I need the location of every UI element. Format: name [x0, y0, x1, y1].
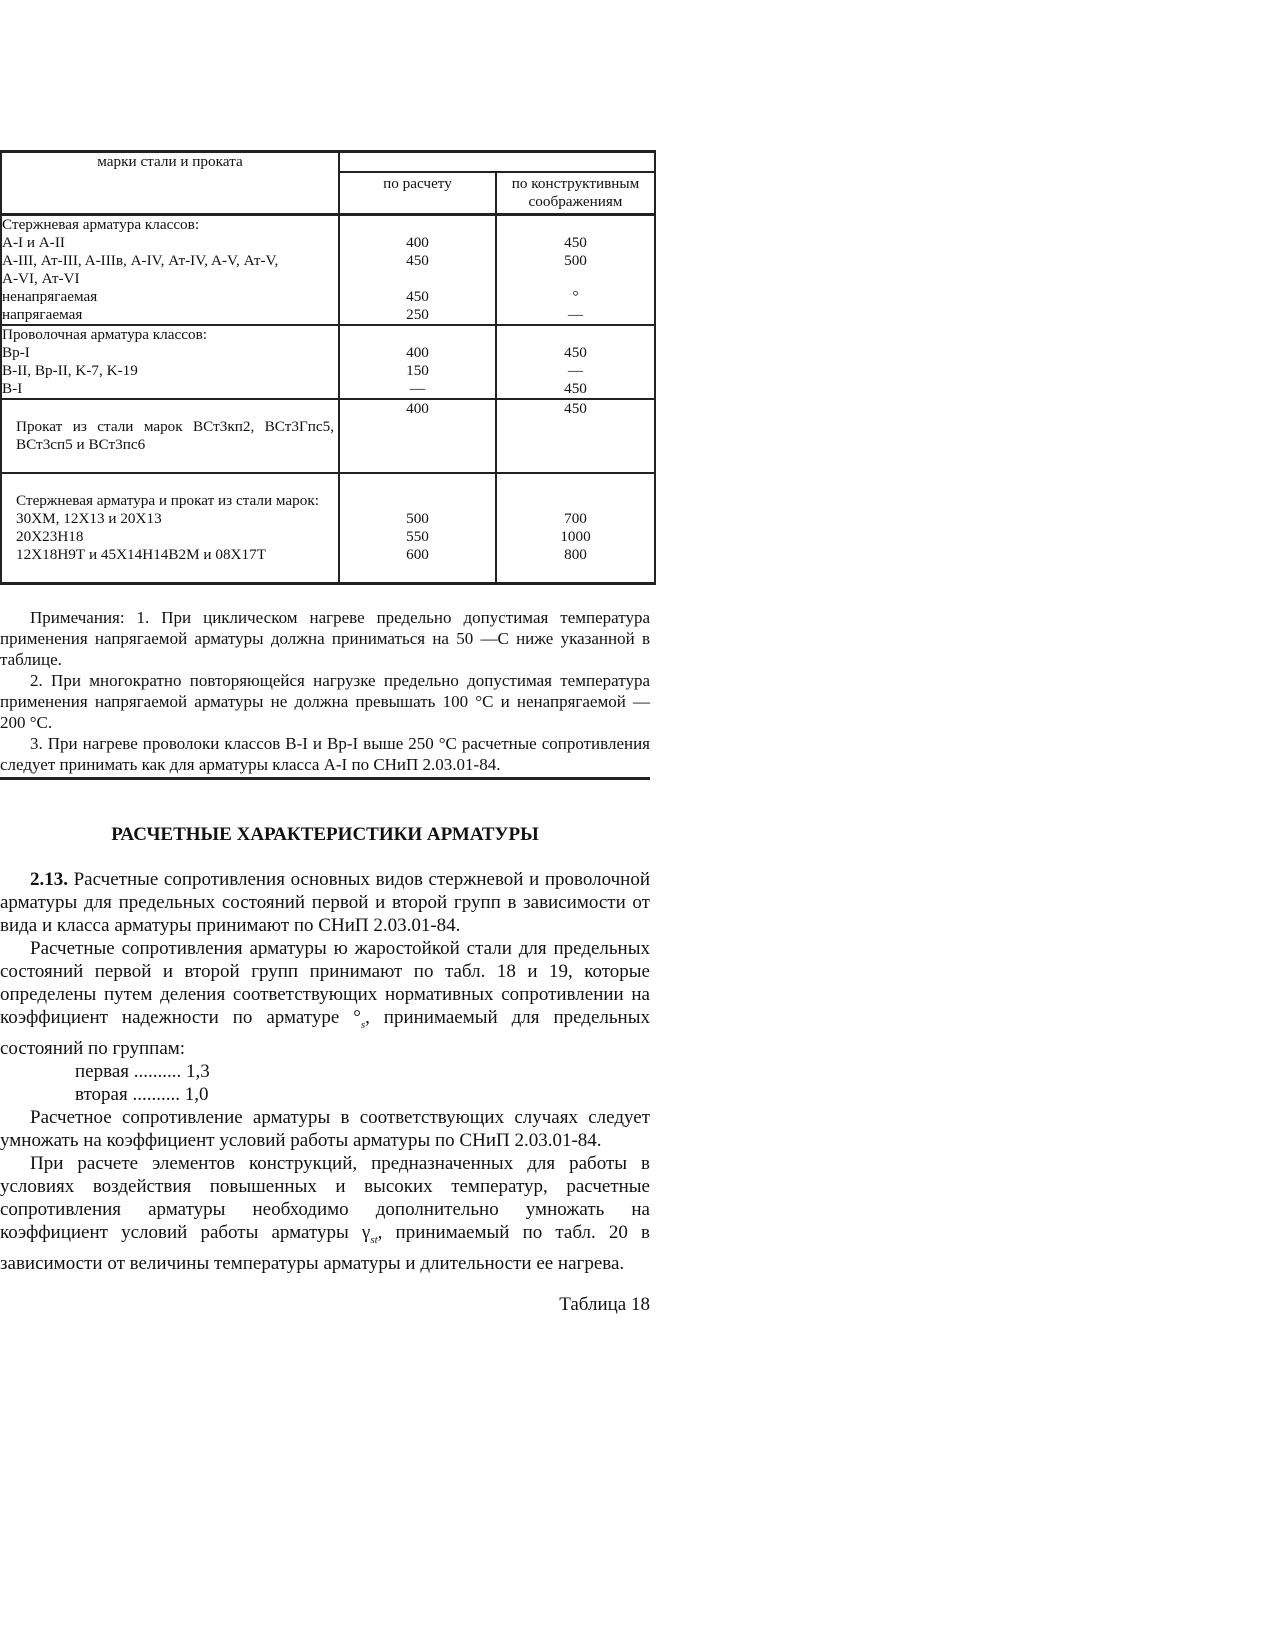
note-3: 3. При нагреве проволоки классов B-I и Вр-I выше 250 °С расчетные сопротивления следует принимать как для арматуры класса A-I по СНиП 2.03.01-84.	[0, 734, 650, 774]
body-text	[0, 868, 650, 1275]
steel-temperature-table	[0, 150, 656, 585]
row-constr-values: 450 — 450	[496, 325, 655, 399]
document-page	[0, 150, 650, 1316]
table-row	[1, 325, 655, 399]
table-header-row-1	[1, 152, 655, 173]
note-2: 2. При многократно повторяющейся нагрузке предельно допустимая температура применения напрягаемой арматуры не должна превышать 100 °С и ненапрягаемой — 200 °С.	[0, 671, 650, 732]
row-calc-values: 400 150 —	[339, 325, 496, 399]
paragraph-heat-resistant-steel: Расчетные сопротивления арматуры ю жаростойкой стали для предельных состояний первой и второй групп принимают по табл. 18 и 19, которые определены путем деления соответствующих нормативных сопротивлении на коэффициент надежности по арматуре $^\circ_s$, принимаемый для предельных состояний по группам:	[0, 938, 650, 1059]
row-calc-values: 400	[339, 399, 496, 473]
section-title: РАСЧЕТНЫЕ ХАРАКТЕРИСТИКИ АРМАТУРЫ	[111, 824, 539, 845]
paragraph-high-temperature: При расчете элементов конструкций, предназначенных для работы в условиях воздействия повышенных и высоких температур, расчетные сопротивления арматуры необходимо дополнительно умножать на коэффициент условий работы арматуры $\gamma_{st}$, принимаемый по табл. 20 в зависимости от величины температуры арматуры и длительности ее нагрева.	[0, 1152, 651, 1274]
note-1: Примечания: 1. При циклическом нагреве предельно допустимая температура применения напрягаемой арматуры должна приниматься на 50 —С ниже указанной в таблице.	[0, 608, 650, 669]
header-by-design: по конструктивным соображениям	[496, 172, 655, 215]
row-label: Прокат из стали марок ВСт3кп2, ВСт3Гпс5, ВСт3сп5 и ВСт3пс6	[1, 399, 339, 473]
list-item: первая .......... 1,3	[75, 1060, 210, 1082]
paragraph-2-13: 2.13. Расчетные сопротивления основных видов стержневой и проволочной арматуры для предельных состояний первой и второй групп в зависимости от вида и класса арматуры принимают по СНиП 2.03.01-84.	[0, 869, 650, 936]
list-item: вторая .......... 1,0	[75, 1083, 209, 1105]
row-calc-values: 400 450 450 250	[339, 215, 496, 326]
row-label: Стержневая арматура и прокат из стали марок: 30ХМ, 12Х13 и 20Х13 20Х23Н18 12Х18Н9Т и 45Х14Н14В2М и 08Х17Т	[1, 473, 339, 584]
header-temperature-group	[339, 152, 655, 173]
table-row	[1, 473, 655, 584]
table-row	[1, 215, 655, 326]
row-label: Стержневая арматура классов: A-I и A-II A-III, Ат-III, A-IIIв, A-IV, Ат-IV, A-V, Ат-V, A-VI, Ат-VI ненапрягаемая напрягаемая	[1, 215, 339, 326]
row-calc-values: 500 550 600	[339, 473, 496, 584]
paragraph-working-conditions: Расчетное сопротивление арматуры в соответствующих случаях следует умножать на коэффициент условий работы арматуры по СНиП 2.03.01-84.	[0, 1106, 650, 1151]
row-constr-values: 450 500 ° —	[496, 215, 655, 326]
table-caption: Таблица 18	[559, 1293, 650, 1315]
table-row	[1, 399, 655, 473]
row-constr-values: 700 1000 800	[496, 473, 655, 584]
header-steel-grade: марки стали и проката	[1, 152, 339, 215]
row-label: Проволочная арматура классов: Вр-I B-II, Вр-II, K-7, K-19 B-I	[1, 325, 339, 399]
header-by-calculation: по расчету	[339, 172, 496, 215]
clause-number: 2.13.	[30, 869, 68, 890]
row-constr-values: 450	[496, 399, 655, 473]
table-notes	[0, 607, 650, 780]
